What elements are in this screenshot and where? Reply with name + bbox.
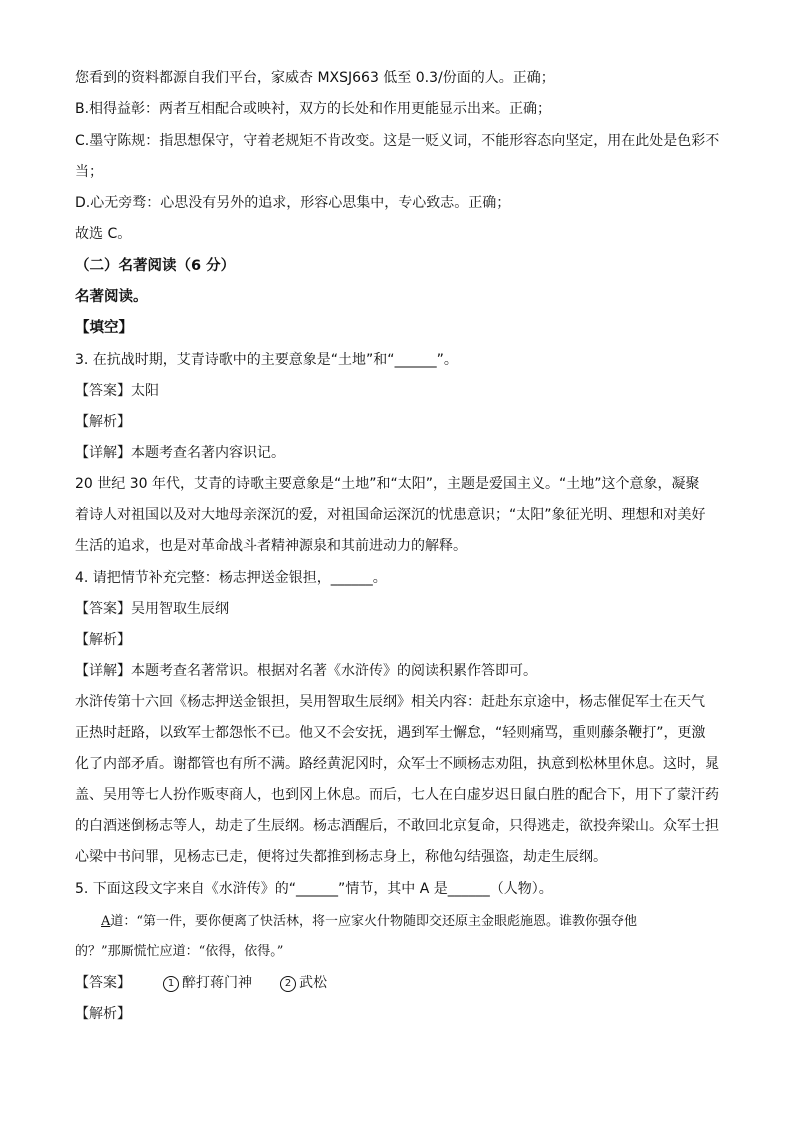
question-3: 3. 在抗战时期，艾青诗歌中的主要意象是“土地”和“______”。 (75, 352, 458, 368)
option-c-line: C.墨守陈规：指思想保守，守着老规矩不肯改变。这是一贬义词，不能形容态向坚定，用在此处是色彩不 (75, 133, 720, 149)
text-line: 您看到的资料都源自我们平台，家威杏 MXSJ663 低至 0.3/份面的人。正确； (75, 70, 555, 86)
passage-speaker: A (101, 914, 111, 929)
text-line: 着诗人对祖国以及对大地母亲深沉的爱，对祖国命运深沉的忧患意识；“太阳”象征光明、理想和对美好 (75, 507, 706, 523)
analysis-label: 【解析】 (75, 414, 131, 430)
answer-label: 【答案】 (75, 975, 131, 991)
analysis-label: 【解析】 (75, 1006, 131, 1022)
subsection-heading: 名著阅读。 (75, 289, 148, 305)
circled-number-1: 1 (163, 976, 179, 992)
section-heading: （二）名著阅读（6 分） (75, 258, 236, 274)
answer-5 (75, 973, 725, 993)
text-line: 的白酒迷倒杨志等人，劫走了生辰纲。杨志酒醒后，不敢回北京复命，只得逃走，欲投奔梁山。众军士担 (75, 818, 719, 834)
option-d-line: D.心无旁骛：心思没有另外的追求，形容心思集中，专心致志。正确； (75, 195, 511, 211)
text-line: 故选 C。 (75, 226, 132, 242)
answer-4: 【答案】吴用智取生辰纲 (75, 601, 229, 617)
answer-5-part-1: 醉打蒋门神 (182, 975, 252, 991)
question-5: 5. 下面这段文字来自《水浒传》的“______”情节，其中 A 是______（人物）。 (75, 881, 553, 897)
analysis-label: 【解析】 (75, 632, 131, 648)
question-type-label: 【填空】 (75, 320, 133, 336)
text-line: 化了内部矛盾。谢都管也有所不满。路经黄泥冈时，众军士不顾杨志劝阻，执意到松林里休息。这时，晁 (75, 756, 719, 772)
option-b-line: B.相得益彰：两者互相配合或映衬，双方的长处和作用更能显示出来。正确； (75, 101, 552, 117)
text-line: 心梁中书问罪，见杨志已走，便将过失都推到杨志身上，称他勾结强盗，劫走生辰纲。 (75, 849, 607, 865)
detail-4: 【详解】本题考查名著常识。根据对名著《水浒传》的阅读积累作答即可。 (75, 663, 537, 679)
text-line: 当； (75, 164, 103, 180)
answer-3: 【答案】太阳 (75, 383, 159, 399)
circled-number-2: 2 (280, 976, 296, 992)
question-4: 4. 请把情节补充完整：杨志押送金银担，______。 (75, 570, 387, 586)
text-line: 20 世纪 30 年代，艾青的诗歌主要意象是“土地”和“太阳”，主题是爱国主义。“土地”这个意象，凝聚 (75, 476, 700, 492)
answer-5-part-2: 武松 (299, 975, 327, 991)
text-line: 生活的追求，也是对革命战斗者精神源泉和其前进动力的解释。 (75, 538, 467, 554)
text-line: 盖、吴用等七人扮作贩枣商人，也到冈上休息。而后，七人在白虚岁迟日鼠白胜的配合下，用下了蒙汗药 (75, 787, 719, 803)
detail-3: 【详解】本题考查名著内容识记。 (75, 445, 285, 461)
quoted-passage-line: 的？”那厮慌忙应道：“依得，依得。” (75, 944, 284, 959)
quoted-passage-line (101, 912, 725, 932)
text-line: 水浒传第十六回《杨志押送金银担，吴用智取生辰纲》相关内容：赶赴东京途中，杨志催促军士在天气 (75, 694, 705, 710)
text-line: 正热时赶路，以致军士都怨怅不已。他又不会安抚，遇到军士懈怠，“轻则痛骂，重则藤条鞭打”，更激 (75, 725, 706, 741)
passage-text: 道：“第一件，要你便离了快活林，将一应家火什物随即交还原主金眼彪施恩。谁教你强夺他 (110, 914, 638, 929)
